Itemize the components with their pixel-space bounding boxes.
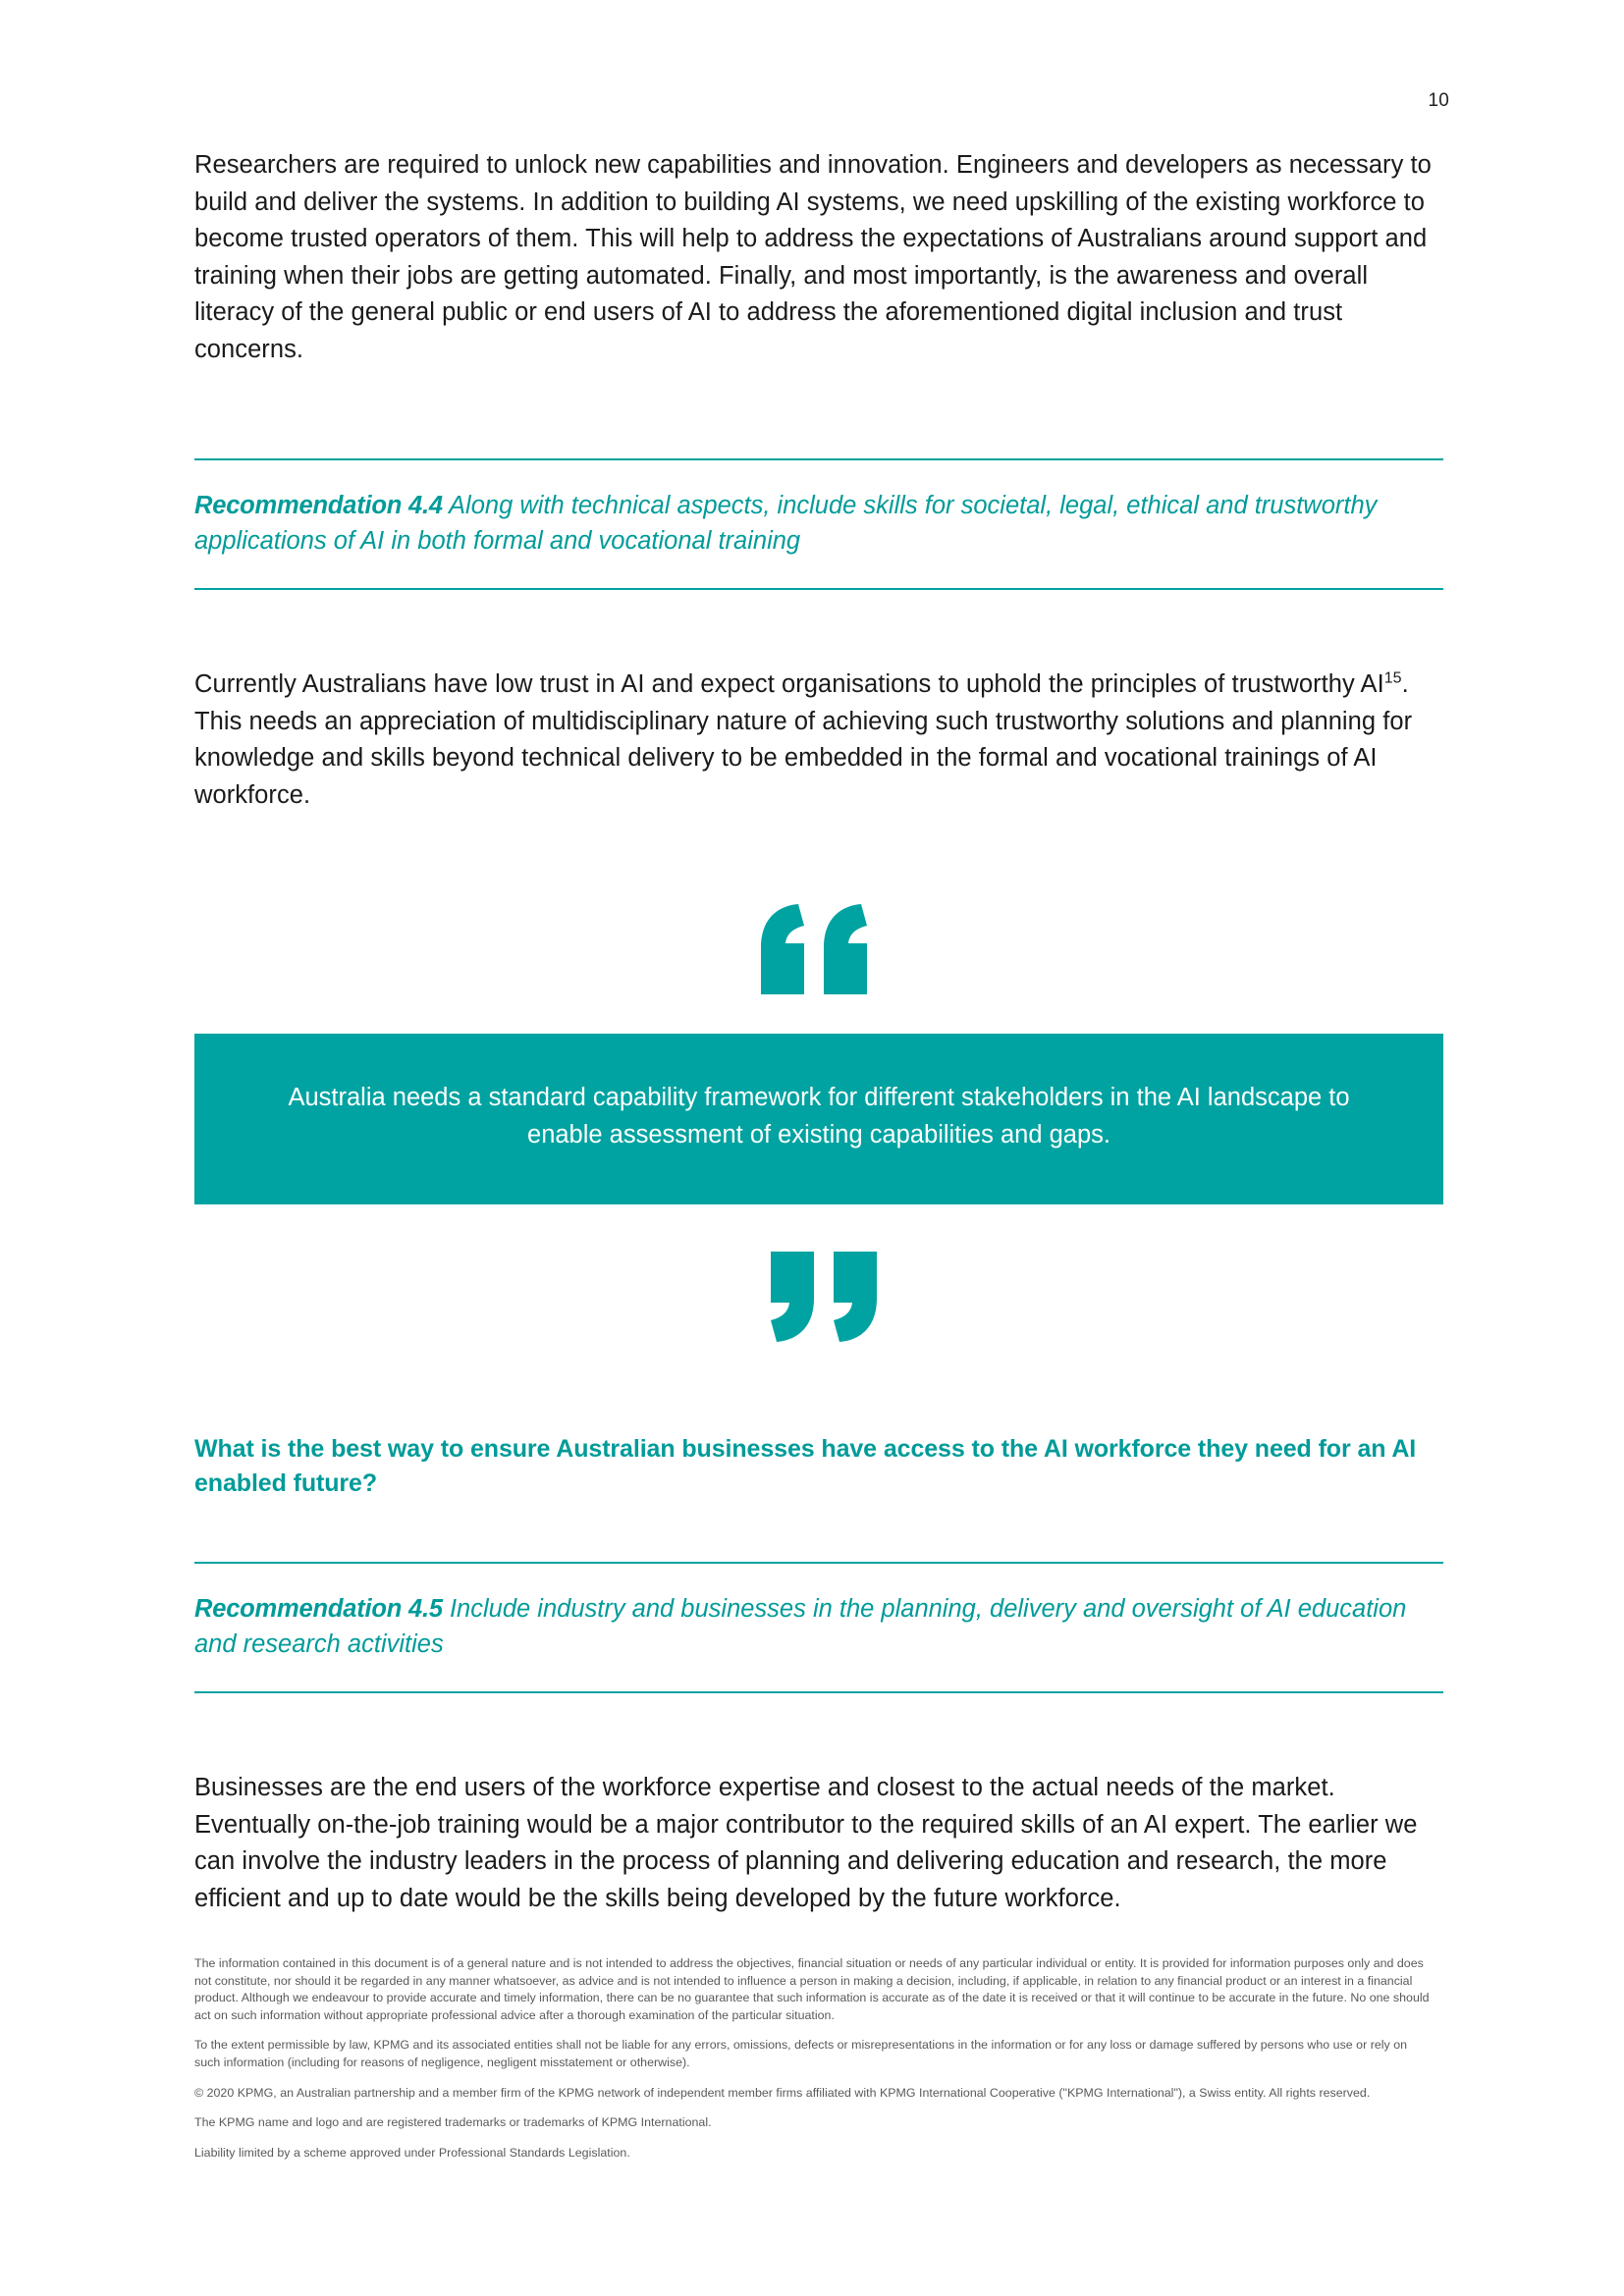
footnote-marker: 15 xyxy=(1383,669,1402,687)
trust-paragraph xyxy=(194,667,1443,814)
trust-paragraph-part2: . This needs an appreciation of multidisciplinary nature of achieving such trustworthy solutions and planning for knowledge and skills beyond technical delivery to be embedded in the formal and vocational trainings of AI workforce. xyxy=(194,670,1413,809)
spacer xyxy=(194,1342,1443,1432)
disclaimer-paragraph-2: To the extent permissible by law, KPMG and its associated entities shall not be liable for any errors, omissions, defects or misrepresentations in the information or for any loss or damage suffered by persons who use or rely on such information (including for reasons of negligence, negligent misstatement or otherwise). xyxy=(194,2038,1408,2069)
teal-callout-box xyxy=(194,1034,1443,1204)
spacer xyxy=(194,368,1443,458)
disclaimer-paragraph-1: The information contained in this document is of a general nature and is not intended to address the objectives, financial situation or needs of any particular individual or entity. It is provided for information purposes only and does not constitute, nor should it be regarded in any manner whatsoever, as advice and is not intended to influence a person in making a decision, including, if applicable, in relation to any financial product or an interest in a financial product. Although we endeavour to provide accurate and timely information, there can be no guarantee that such information is accurate as of the date it is received or that it will continue to be accurate in the future. No one should act on such information without appropriate professional advice after a thorough examination of the particular situation. xyxy=(194,1956,1430,2022)
quote-open-icon xyxy=(761,904,877,994)
spacer xyxy=(194,1693,1443,1770)
spacer xyxy=(194,1501,1443,1562)
page-content xyxy=(194,147,1443,1917)
quote-close-icon xyxy=(761,1252,877,1342)
recommendation-4-5-block xyxy=(194,1562,1443,1693)
page-number: 10 xyxy=(1428,90,1449,111)
callout-text: Australia needs a standard capability framework for different stakeholders in the AI landscape to enable assessment of existing capabilities and gaps. xyxy=(288,1084,1350,1148)
question-heading: What is the best way to ensure Australian businesses have access to the AI workforce they need for an AI enabled future? xyxy=(194,1435,1417,1497)
spacer xyxy=(194,590,1443,667)
disclaimer-section xyxy=(194,1955,1434,2162)
recommendation-4-4-text xyxy=(194,488,1443,559)
quote-close-wrapper xyxy=(194,1252,1443,1342)
recommendation-4-4-body: Along with technical aspects, include skills for societal, legal, ethical and trustworthy applications of AI in both formal and vocational training xyxy=(194,492,1378,555)
disclaimer-paragraph-3: © 2020 KPMG, an Australian partnership and a member firm of the KPMG network of independent member firms affiliated with KPMG International Cooperative ("KPMG International"), a Swiss entity. All rights reserved. xyxy=(194,2085,1371,2100)
recommendation-4-5-text xyxy=(194,1591,1443,1662)
recommendation-4-4-label: Recommendation 4.4 xyxy=(194,492,443,519)
disclaimer-paragraph-4: The KPMG name and logo and are registered trademarks or trademarks of KPMG International. xyxy=(194,2115,712,2130)
disclaimer-paragraph-5: Liability limited by a scheme approved under Professional Standards Legislation. xyxy=(194,2145,630,2160)
recommendation-4-4-block xyxy=(194,458,1443,590)
recommendation-4-5-label: Recommendation 4.5 xyxy=(194,1595,443,1623)
recommendation-4-5-body: Include industry and businesses in the planning, delivery and oversight of AI education and research activities xyxy=(194,1595,1407,1658)
intro-paragraph: Researchers are required to unlock new capabilities and innovation. Engineers and developers as necessary to build and deliver the systems. In addition to building AI systems, we need upskilling of the existing workforce to become trusted operators of them. This will help to address the expectations of Australians around support and training when their jobs are getting automated. Finally, and most importantly, is the awareness and overall literacy of the general public or end users of AI to address the aforementioned digital inclusion and trust concerns. xyxy=(194,151,1432,363)
quote-open-wrapper xyxy=(194,904,1443,994)
closing-paragraph: Businesses are the end users of the workforce expertise and closest to the actual needs of the market. Eventually on-the-job training would be a major contributor to the required skills of an AI expert. The earlier we can involve the industry leaders in the process of planning and delivering education and research, the more efficient and up to date would be the skills being developed by the future workforce. xyxy=(194,1774,1418,1912)
trust-paragraph-part1: Currently Australians have low trust in AI and expect organisations to uphold the principles of trustworthy AI xyxy=(194,670,1384,698)
